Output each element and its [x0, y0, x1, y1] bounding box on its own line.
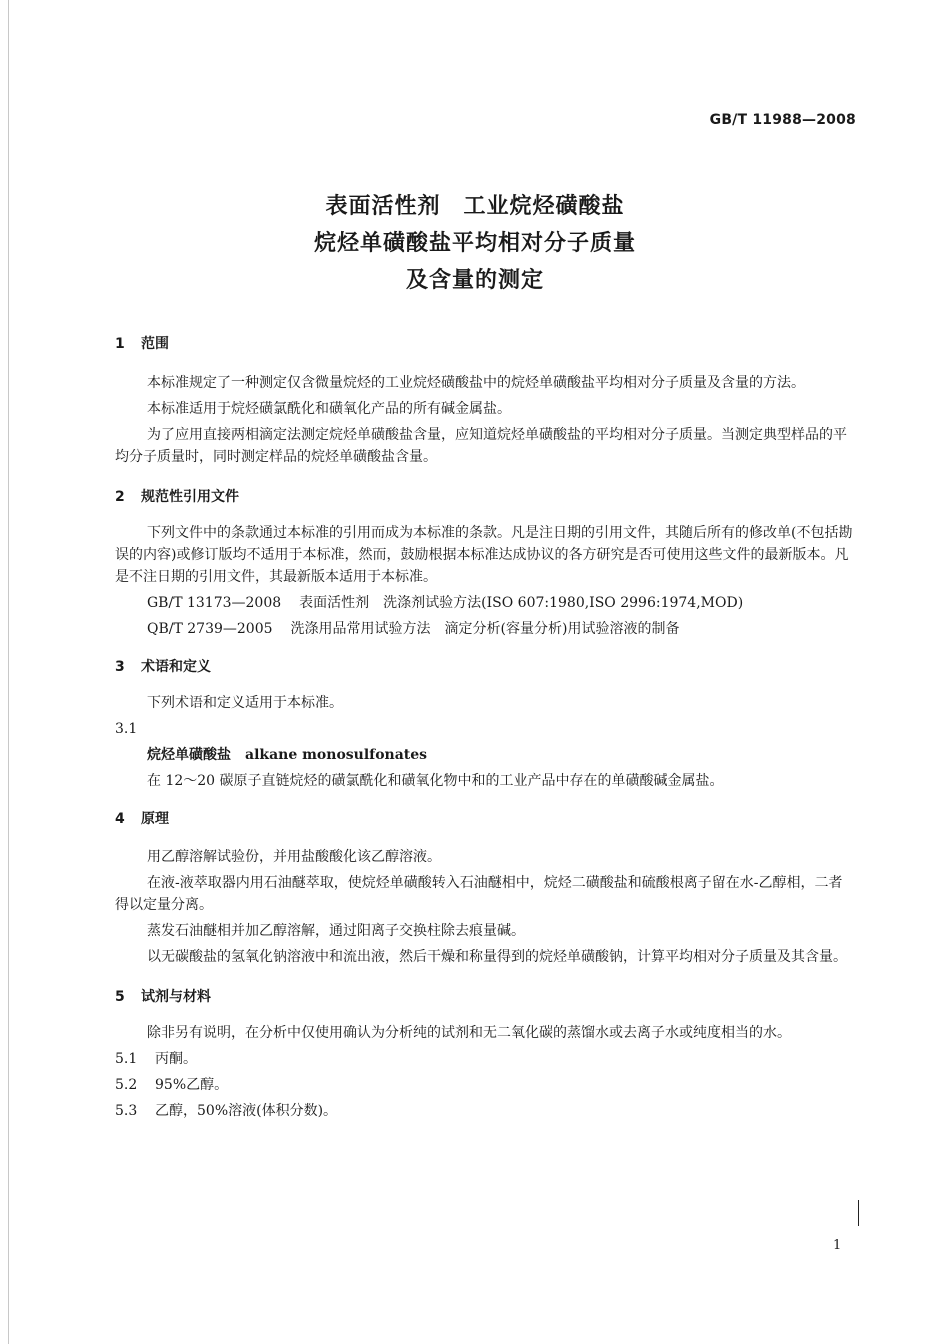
paragraph: 用乙醇溶解试验份，并用盐酸酸化该乙醇溶液。 — [147, 849, 441, 865]
item-number: 5.1 — [115, 1051, 138, 1067]
term-chinese: 烷烃单磺酸盐 — [147, 747, 231, 763]
section-title: 规范性引用文件 — [141, 489, 239, 505]
section-number: 1 — [115, 336, 125, 352]
title-line-3: 及含量的测定 — [405, 268, 544, 293]
section-4-heading — [115, 808, 855, 828]
item-number: 5.2 — [115, 1077, 138, 1093]
revision-mark — [858, 1200, 859, 1226]
list-item — [115, 1048, 855, 1070]
section-title: 试剂与材料 — [141, 989, 211, 1005]
subclause-number: 3.1 — [115, 721, 138, 737]
section-3-heading — [115, 656, 855, 676]
section-number: 5 — [115, 989, 125, 1005]
section-number: 4 — [115, 811, 125, 827]
item-text: 乙醇，50%溶液(体积分数)。 — [155, 1103, 338, 1119]
list-item — [115, 1074, 855, 1096]
title-line-1: 表面活性剂 工业烷烃磺酸盐 — [325, 194, 625, 219]
reference-title: 表面活性剂 洗涤剂试验方法(ISO 607:1980,ISO 2996:1974,MOD) — [299, 595, 744, 611]
list-item — [115, 1100, 855, 1122]
reference-item — [115, 590, 855, 616]
paragraph: 以无碳酸盐的氢氧化钠溶液中和流出液，然后干燥和称量得到的烷烃单磺酸钠，计算平均相对分子质量及其含量。 — [147, 949, 847, 965]
reference-title: 洗涤用品常用试验方法 滴定分析(容量分析)用试验溶液的制备 — [290, 621, 680, 637]
item-number: 5.3 — [115, 1103, 138, 1119]
paragraph: 下列术语和定义适用于本标准。 — [147, 695, 343, 711]
section-2-heading — [115, 486, 855, 506]
title-line-2: 烷烃单磺酸盐平均相对分子质量 — [313, 231, 636, 256]
paragraph: 除非另有说明，在分析中仅使用确认为分析纯的试剂和无二氧化碳的蒸馏水或去离子水或纯度相当的水。 — [147, 1025, 791, 1041]
reference-code: GB/T 13173—2008 — [147, 595, 282, 611]
paragraph: 下列文件中的条款通过本标准的引用而成为本标准的条款。凡是注日期的引用文件，其随后所有的修改单(不包括勘误的内容)或修订版均不适用于本标准，然而，鼓励根据本标准达成协议的各方研究是否可使用这些文件的最新版本。凡是不注日期的引用文件，其最新版本适用于本标准。 — [115, 525, 853, 585]
standard-code: GB/T 11988—2008 — [709, 112, 856, 128]
section-number: 3 — [115, 659, 125, 675]
term-entry — [115, 744, 855, 766]
section-1-heading — [115, 333, 855, 353]
section-title: 范围 — [141, 336, 169, 352]
reference-item — [115, 616, 855, 642]
paragraph: 本标准适用于烷烃磺氯酰化和磺氧化产品的所有碱金属盐。 — [147, 401, 511, 417]
paragraph: 在液-液萃取器内用石油醚萃取，使烷烃单磺酸转入石油醚相中，烷烃二磺酸盐和硫酸根离子留在水-乙醇相，二者得以定量分离。 — [115, 875, 843, 913]
term-definition: 在 12～20 碳原子直链烷烃的磺氯酰化和磺氧化物中和的工业产品中存在的单磺酸碱金属盐。 — [147, 773, 724, 789]
section-title: 原理 — [141, 811, 169, 827]
section-title: 术语和定义 — [141, 659, 211, 675]
document-body — [115, 333, 855, 1122]
item-text: 95%乙醇。 — [155, 1077, 229, 1093]
item-text: 丙酮。 — [155, 1051, 197, 1067]
paragraph: 蒸发石油醚相并加乙醇溶解，通过阳离子交换柱除去痕量碱。 — [147, 923, 525, 939]
section-number: 2 — [115, 489, 125, 505]
term-english: alkane monosulfonates — [245, 747, 428, 763]
document-title — [0, 188, 950, 299]
page-number: 1 — [833, 1238, 842, 1253]
paragraph: 本标准规定了一种测定仅含微量烷烃的工业烷烃磺酸盐中的烷烃单磺酸盐平均相对分子质量及含量的方法。 — [147, 375, 805, 391]
section-5-heading — [115, 986, 855, 1006]
paragraph: 为了应用直接两相滴定法测定烷烃单磺酸盐含量，应知道烷烃单磺酸盐的平均相对分子质量。当测定典型样品的平均分子质量时，同时测定样品的烷烃单磺酸盐含量。 — [115, 427, 847, 465]
reference-code: QB/T 2739—2005 — [147, 621, 273, 637]
